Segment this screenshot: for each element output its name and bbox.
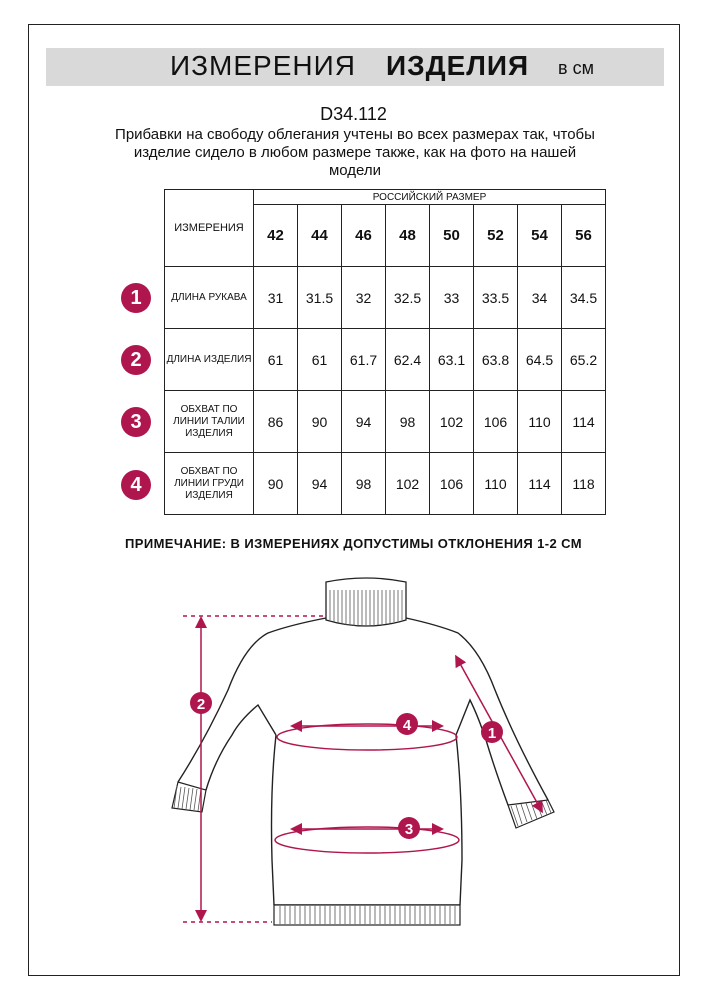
row-label: ДЛИНА ИЗДЕЛИЯ	[165, 329, 254, 391]
marker-label: 3	[404, 821, 414, 838]
garment-diagram	[0, 560, 707, 940]
waist-measure	[275, 827, 459, 853]
size-header: 42	[254, 205, 298, 267]
table-row	[165, 267, 606, 329]
table-cell: 34	[518, 267, 562, 329]
table-cell: 63.1	[430, 329, 474, 391]
size-header: 56	[562, 205, 606, 267]
table-cell: 98	[342, 453, 386, 515]
table-cell: 33	[430, 267, 474, 329]
marker-label: 2	[196, 696, 206, 713]
header-title-light: ИЗМЕРЕНИЯ	[170, 50, 356, 81]
row-label: ДЛИНА РУКАВА	[165, 267, 254, 329]
size-header: 48	[386, 205, 430, 267]
table-cell: 61.7	[342, 329, 386, 391]
row-label: ОБХВАТ ПО ЛИНИИ ТАЛИИ ИЗДЕЛИЯ	[165, 391, 254, 453]
marker-badge-1	[481, 721, 503, 743]
table-cell: 114	[562, 391, 606, 453]
table-cell: 61	[254, 329, 298, 391]
table-cell: 102	[386, 453, 430, 515]
table-cell: 32	[342, 267, 386, 329]
length-measure	[183, 616, 325, 922]
table-cell: 32.5	[386, 267, 430, 329]
table-cell: 64.5	[518, 329, 562, 391]
table-cell: 63.8	[474, 329, 518, 391]
table-row	[165, 329, 606, 391]
table-cell: 90	[254, 453, 298, 515]
size-header: 54	[518, 205, 562, 267]
table-cell: 110	[474, 453, 518, 515]
row-number-badge: 1	[121, 283, 151, 313]
size-table	[164, 189, 606, 515]
table-cell: 94	[298, 453, 342, 515]
collar	[326, 578, 406, 626]
marker-badge-4	[396, 713, 418, 735]
table-cell: 94	[342, 391, 386, 453]
header-title-bold: ИЗДЕЛИЯ	[386, 50, 530, 81]
table-cell: 86	[254, 391, 298, 453]
table-cell: 61	[298, 329, 342, 391]
table-cell: 31.5	[298, 267, 342, 329]
marker-badge-2	[190, 692, 212, 714]
table-cell: 110	[518, 391, 562, 453]
measurements-header: ИЗМЕРЕНИЯ	[165, 190, 254, 267]
marker-label: 4	[402, 717, 412, 734]
table-cell: 118	[562, 453, 606, 515]
description-text: Прибавки на свободу облегания учтены во всех размерах так, чтобы изделие сидело в любом размере также, как на фото на нашей модели	[115, 126, 595, 179]
table-row	[165, 453, 606, 515]
right-cuff	[508, 800, 554, 828]
size-header: 46	[342, 205, 386, 267]
row-number-badge: 4	[121, 470, 151, 500]
table-cell: 33.5	[474, 267, 518, 329]
table-cell: 106	[474, 391, 518, 453]
table-cell: 65.2	[562, 329, 606, 391]
table-cell: 102	[430, 391, 474, 453]
table-cell: 114	[518, 453, 562, 515]
row-label: ОБХВАТ ПО ЛИНИИ ГРУДИ ИЗДЕЛИЯ	[165, 453, 254, 515]
row-number-badge: 2	[121, 345, 151, 375]
header-units: в см	[558, 58, 594, 78]
garment-outline	[178, 618, 548, 905]
model-code: D34.112	[320, 104, 387, 124]
deviation-note: ПРИМЕЧАНИЕ: В ИЗМЕРЕНИЯХ ДОПУСТИМЫ ОТКЛОНЕНИЯ 1-2 СМ	[125, 536, 582, 551]
size-group-header: РОССИЙСКИЙ РАЗМЕР	[254, 190, 606, 205]
marker-badge-3	[398, 817, 420, 839]
table-cell: 31	[254, 267, 298, 329]
table-cell: 90	[298, 391, 342, 453]
chest-measure	[277, 724, 457, 750]
table-cell: 106	[430, 453, 474, 515]
table-row	[165, 391, 606, 453]
size-header: 50	[430, 205, 474, 267]
size-header: 44	[298, 205, 342, 267]
table-cell: 98	[386, 391, 430, 453]
table-cell: 62.4	[386, 329, 430, 391]
row-number-badge: 3	[121, 407, 151, 437]
size-header: 52	[474, 205, 518, 267]
table-cell: 34.5	[562, 267, 606, 329]
marker-label: 1	[487, 725, 497, 742]
hem-band	[274, 905, 460, 925]
